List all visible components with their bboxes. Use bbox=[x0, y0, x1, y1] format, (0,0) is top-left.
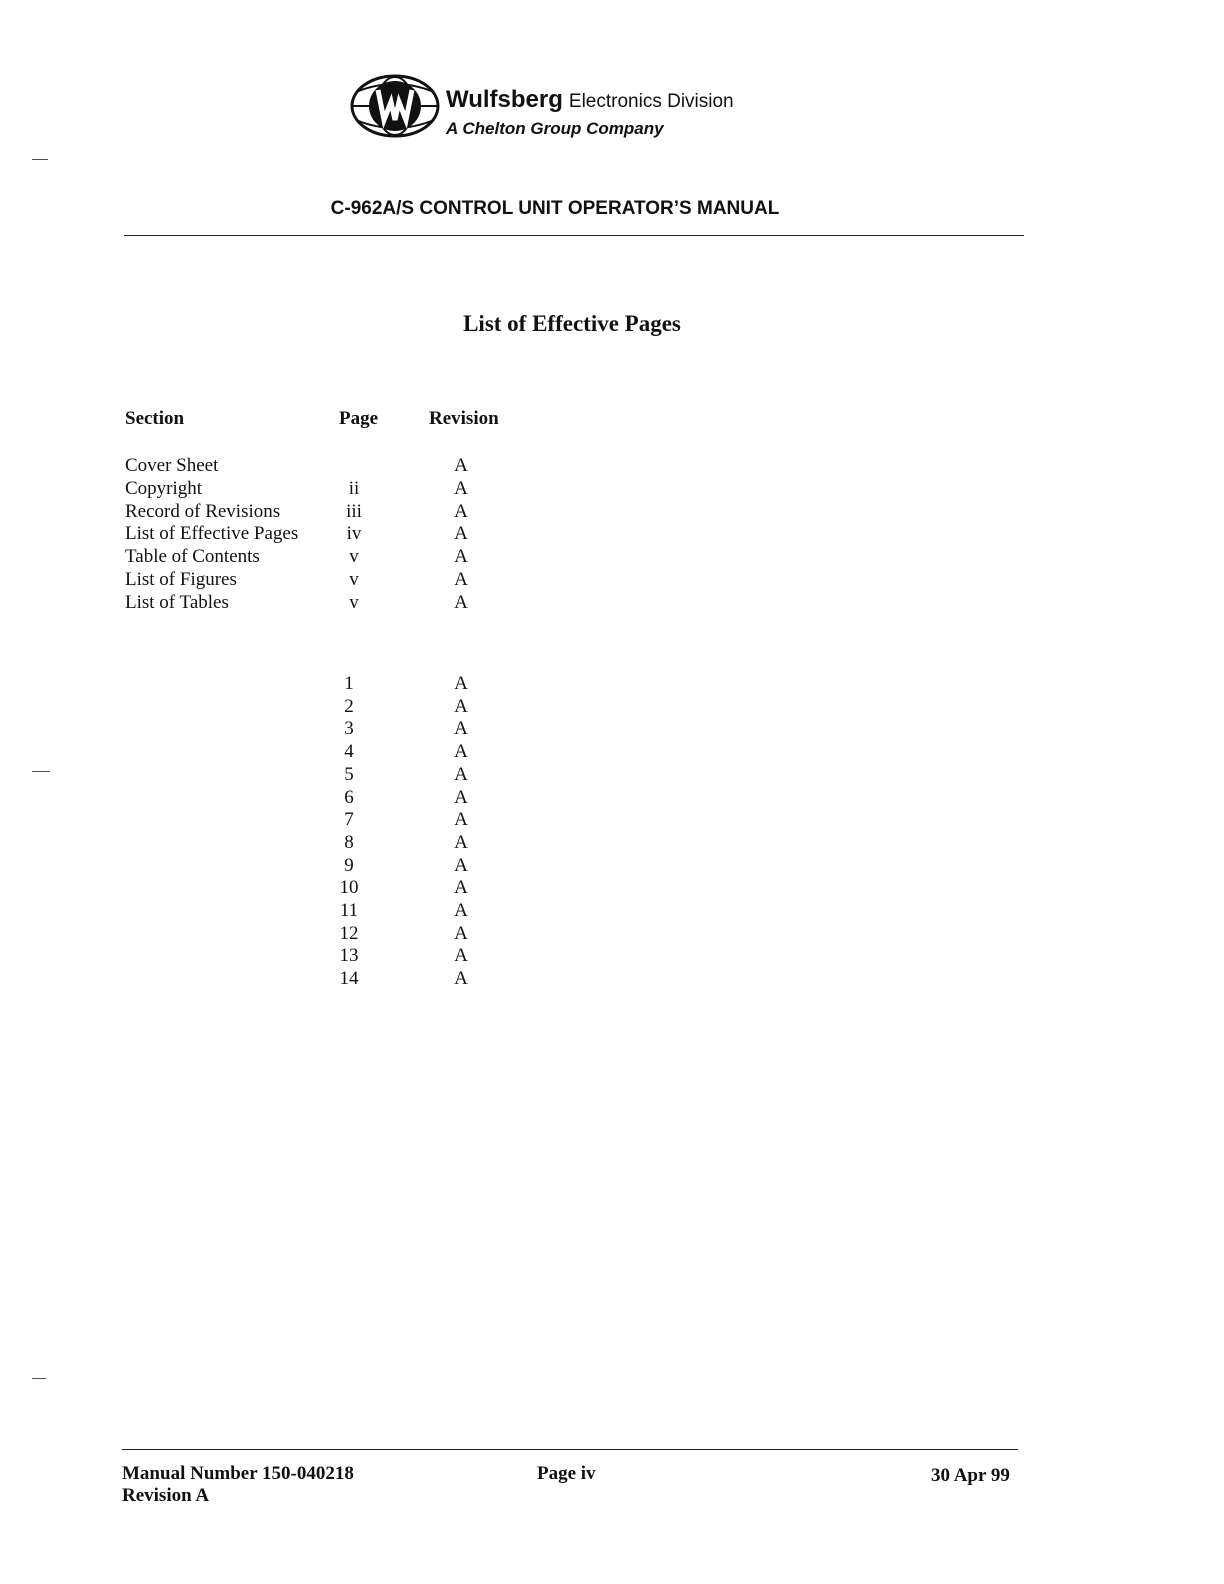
brand-name: Wulfsberg bbox=[446, 86, 563, 113]
row-page-number: 14 bbox=[339, 968, 359, 990]
row-page-number: 10 bbox=[339, 877, 359, 899]
row-page-number: 6 bbox=[344, 786, 354, 808]
row-section-name: Record of Revisions bbox=[125, 500, 281, 522]
row-revision: A bbox=[454, 500, 468, 522]
row-revision: A bbox=[454, 477, 468, 499]
row-page-number: iv bbox=[346, 523, 362, 545]
row-revision: A bbox=[454, 455, 468, 476]
row-section-name: List of Effective Pages bbox=[125, 523, 299, 545]
row-page-number: 5 bbox=[344, 763, 354, 785]
row-page-number: 9 bbox=[344, 854, 354, 876]
row-revision: A bbox=[454, 809, 468, 831]
row-revision: A bbox=[454, 718, 468, 740]
row-page-number: 2 bbox=[344, 695, 354, 717]
footer-page-label: Page iv bbox=[537, 1463, 596, 1484]
brand-division: Electronics Division bbox=[568, 91, 734, 112]
row-section-name: List of Figures bbox=[125, 569, 237, 590]
row-page-number: 8 bbox=[344, 831, 354, 853]
row-page-number: 4 bbox=[344, 741, 354, 763]
page-heading: List of Effective Pages bbox=[463, 311, 681, 336]
row-page-number: ii bbox=[348, 477, 360, 499]
row-section-name: List of Tables bbox=[125, 591, 229, 613]
row-revision: A bbox=[454, 673, 468, 694]
column-header-section: Section bbox=[125, 408, 185, 429]
row-section-name: Copyright bbox=[125, 477, 203, 499]
row-page-number: 12 bbox=[339, 922, 359, 944]
row-revision: A bbox=[454, 695, 468, 717]
footer-revision: Revision A bbox=[122, 1485, 210, 1506]
row-revision: A bbox=[454, 546, 468, 568]
footer-manual-number: Manual Number 150-040218 bbox=[122, 1463, 354, 1484]
row-section-name: Table of Contents bbox=[125, 546, 260, 568]
row-revision: A bbox=[454, 877, 468, 899]
row-page-number: 13 bbox=[339, 945, 359, 967]
row-revision: A bbox=[454, 523, 468, 545]
footer-divider bbox=[122, 1449, 1018, 1450]
brand-line bbox=[446, 86, 734, 114]
row-page-number: v bbox=[349, 546, 359, 568]
row-revision: A bbox=[454, 786, 468, 808]
row-page-number: iii bbox=[346, 500, 362, 522]
row-page-number: 11 bbox=[339, 900, 359, 921]
wulfsberg-logo-icon bbox=[350, 74, 440, 138]
row-revision: A bbox=[454, 741, 468, 763]
header-divider bbox=[124, 235, 1024, 236]
row-revision: A bbox=[454, 591, 468, 613]
row-page-number: 1 bbox=[344, 673, 354, 694]
column-header-page: Page bbox=[339, 408, 379, 429]
row-revision: A bbox=[454, 922, 468, 944]
row-page-number: 3 bbox=[344, 718, 354, 740]
footer-date: 30 Apr 99 bbox=[931, 1465, 1010, 1486]
row-section-name: Cover Sheet bbox=[125, 455, 219, 476]
row-page-number: 7 bbox=[344, 809, 354, 831]
margin-mark bbox=[32, 1378, 46, 1379]
brand-tagline: A Chelton Group Company bbox=[446, 119, 664, 138]
row-revision: A bbox=[454, 900, 468, 921]
manual-title: C-962A/S CONTROL UNIT OPERATOR’S MANUAL bbox=[330, 198, 780, 219]
row-revision: A bbox=[454, 968, 468, 990]
row-page-number: v bbox=[349, 591, 359, 613]
row-revision: A bbox=[454, 854, 468, 876]
margin-mark bbox=[32, 771, 50, 772]
row-page-number: v bbox=[349, 569, 359, 590]
row-revision: A bbox=[454, 569, 468, 590]
margin-mark bbox=[32, 159, 48, 160]
row-revision: A bbox=[454, 831, 468, 853]
row-revision: A bbox=[454, 945, 468, 967]
row-revision: A bbox=[454, 763, 468, 785]
column-header-revision: Revision bbox=[429, 408, 499, 429]
